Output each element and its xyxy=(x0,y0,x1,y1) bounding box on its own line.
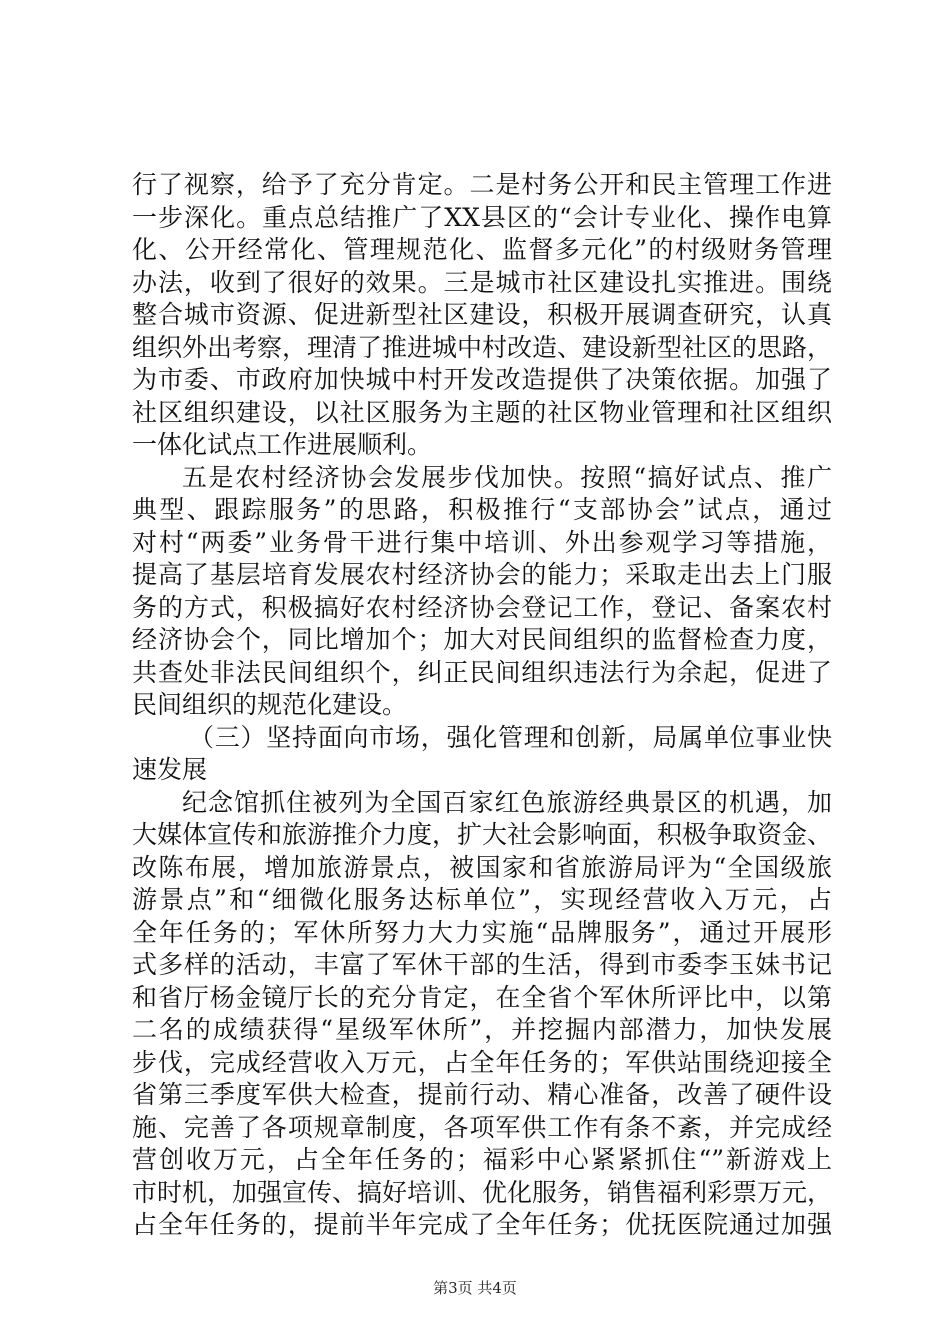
text-line: 营创收万元，占全年任务的；福彩中心紧紧抓住“”新游戏上 xyxy=(132,1145,832,1174)
text-line: 提高了基层培育发展农村经济协会的能力；采取走出去上门服 xyxy=(132,560,832,589)
text-line: 一步深化。重点总结推广了XX县区的“会计专业化、操作电算 xyxy=(132,202,832,232)
text-line: 纪念馆抓住被列为全国百家红色旅游经典景区的机遇，加 xyxy=(182,787,832,817)
text-line: 市时机，加强宣传、搞好培训、优化服务，销售福利彩票万元， xyxy=(132,1177,833,1207)
text-line: 行了视察，给予了充分肯定。二是村务公开和民主管理工作进 xyxy=(132,170,832,199)
body-text xyxy=(132,169,832,1242)
text-line: 式多样的活动，丰富了军休干部的生活，得到市委李玉妹书记 xyxy=(132,950,832,979)
text-line: 化、公开经常化、管理规范化、监督多元化”的村级财务管理 xyxy=(132,235,832,264)
section-heading-line: 速发展 xyxy=(132,755,208,784)
text-line: 共查处非法民间组织个，纠正民间组织违法行为余起，促进了 xyxy=(132,657,832,687)
text-line: 大媒体宣传和旅游推介力度，扩大社会影响面，积极争取资金、 xyxy=(132,820,833,849)
text-line: 改陈布展，增加旅游景点，被国家和省旅游局评为“全国级旅 xyxy=(132,852,832,882)
text-line: 办法，收到了很好的效果。三是城市社区建设扎实推进。围绕 xyxy=(132,267,832,297)
text-line: 组织外出考察，理清了推进城中村改造、建设新型社区的思路， xyxy=(132,332,833,362)
text-line: 典型、跟踪服务”的思路，积极推行“支部协会”试点，通过 xyxy=(132,495,832,524)
text-line: 和省厅杨金镜厅长的充分肯定，在全省个军休所评比中，以第 xyxy=(132,982,832,1012)
text-line: 步伐，完成经营收入万元，占全年任务的；军供站围绕迎接全 xyxy=(132,1047,832,1077)
text-line: 全年任务的；军休所努力大力实施“品牌服务”，通过开展形 xyxy=(132,917,832,947)
text-line: 民间组织的规范化建设。 xyxy=(132,690,408,719)
text-line: 占全年任务的，提前半年完成了全年任务；优抚医院通过加强 xyxy=(132,1210,832,1239)
text-line: 五是农村经济协会发展步伐加快。按照“搞好试点、推广 xyxy=(182,462,832,492)
text-line: 社区组织建设，以社区服务为主题的社区物业管理和社区组织 xyxy=(132,397,832,427)
page-number-footer: 第3页 共4页 xyxy=(433,1279,517,1297)
text-line: 一体化试点工作进展顺利。 xyxy=(132,430,433,459)
text-line: 对村“两委”业务骨干进行集中培训、外出参观学习等措施， xyxy=(132,527,832,557)
text-line: 整合城市资源、促进新型社区建设，积极开展调查研究，认真 xyxy=(132,300,832,329)
text-line: 二名的成绩获得“星级军休所”，并挖掘内部潜力，加快发展 xyxy=(132,1015,832,1044)
text-line: 省第三季度军供大检查，提前行动、精心准备，改善了硬件设 xyxy=(132,1080,832,1109)
text-line: 经济协会个，同比增加个；加大对民间组织的监督检查力度， xyxy=(132,625,832,654)
text-line: 施、完善了各项规章制度，各项军供工作有条不紊，并完成经 xyxy=(132,1112,832,1142)
section-heading-line: （三）坚持面向市场，强化管理和创新，局属单位事业快 xyxy=(189,722,832,752)
text-line: 务的方式，积极搞好农村经济协会登记工作，登记、备案农村 xyxy=(132,592,832,622)
text-line: 游景点”和“细微化服务达标单位”，实现经营收入万元，占 xyxy=(132,885,832,914)
text-line: 为市委、市政府加快城中村开发改造提供了决策依据。加强了 xyxy=(132,365,832,394)
